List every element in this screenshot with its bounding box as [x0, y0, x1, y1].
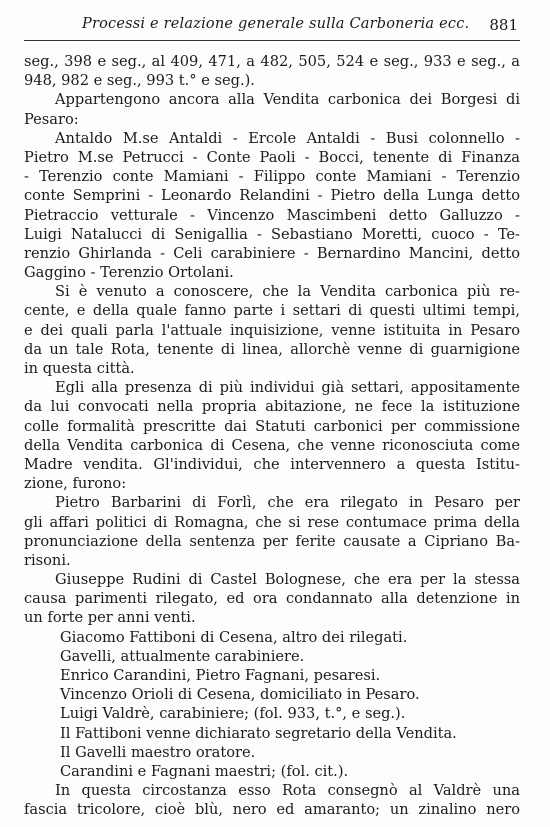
- text-line: In questa circostanza esso Rota consegnò al Valdrè una: [55, 782, 520, 800]
- header-title: Processi e relazione generale sulla Carboneria ecc.: [82, 16, 470, 32]
- text-line: risoni.: [24, 551, 71, 569]
- text-line: Madre vendita. Gl'individui, che intervennero a questa Istitu-: [24, 455, 520, 473]
- text-line: Pesaro:: [24, 110, 79, 128]
- text-line: da un tale Rota, tenente di linea, allorchè venne di guarnigione: [24, 340, 520, 358]
- text-line: conte Semprini - Leonardo Relandini - Pietro della Lunga detto: [24, 187, 520, 205]
- page-number: 881: [489, 16, 518, 34]
- text-line: 948, 982 e seg., 993 t.° e seg.).: [24, 72, 255, 90]
- text-line: Carandini e Fagnani maestri; (fol. cit.).: [60, 762, 349, 780]
- text-line: renzio Ghirlanda - Celi carabiniere - Bernardino Mancini, detto: [24, 244, 520, 262]
- text-line: seg., 398 e seg., al 409, 471, a 482, 505, 524 e seg., 933 e seg., a: [24, 53, 520, 70]
- text-line: un forte per anni venti.: [24, 609, 196, 627]
- text-line: zione, furono:: [24, 475, 127, 493]
- text-line: Giacomo Fattiboni di Cesena, altro dei rilegati.: [60, 628, 408, 646]
- text-line: causa parimenti rilegato, ed ora condannato alla detenzione in: [24, 590, 520, 608]
- text-line: Il Fattiboni venne dichiarato segretario della Vendita.: [60, 724, 457, 742]
- text-line: Si è venuto a conoscere, che la Vendita carbonica più re-: [55, 283, 520, 301]
- text-line: Pietro Barbarini di Forlì, che era rilegato in Pesaro per: [55, 494, 520, 512]
- text-line: e dei quali parla l'attuale inquisizione, venne istituita in Pesaro: [24, 321, 520, 339]
- text-line: fascia tricolore, cioè blù, nero ed amaranto; un zinalino nero: [24, 801, 520, 819]
- text-line: Giuseppe Rudini di Castel Bolognese, che era per la stessa: [55, 571, 520, 589]
- text-line: pronunciazione della sentenza per ferite causate a Cipriano Ba-: [24, 532, 520, 550]
- text-line: Gaggino - Terenzio Ortolani.: [24, 264, 234, 282]
- text-line: Pietro M.se Petrucci - Conte Paoli - Bocci, tenente di Finanza: [24, 148, 520, 166]
- text-line: Egli alla presenza di più individui già settari, appositamente: [55, 379, 520, 397]
- text-line: Il Gavelli maestro oratore.: [60, 743, 256, 761]
- text-line: Appartengono ancora alla Vendita carbonica dei Borgesi di: [55, 91, 520, 109]
- text-line: della Vendita carbonica di Cesena, che venne riconosciuta come: [24, 436, 520, 454]
- body-text: [24, 52, 520, 820]
- text-line: da lui convocati nella propria abitazione, ne fece la istituzione: [24, 398, 520, 416]
- text-line: Antaldo M.se Antaldi - Ercole Antaldi - Busi colonnello -: [55, 129, 520, 147]
- text-line: Luigi Natalucci di Senigallia - Sebastiano Moretti, cuoco - Te-: [24, 225, 520, 243]
- text-line: Enrico Carandini, Pietro Fagnani, pesaresi.: [60, 667, 381, 684]
- text-line: Pietraccio vetturale - Vincenzo Mascimbeni detto Galluzzo -: [24, 206, 520, 224]
- text-line: Vincenzo Orioli di Cesena, domiciliato in Pesaro.: [60, 686, 420, 704]
- text-line: - Terenzio conte Mamiani - Filippo conte Mamiani - Terenzio: [24, 168, 520, 186]
- text-line: gli affari politici di Romagna, che si rese contumace prima della: [24, 513, 520, 531]
- text-line: in questa città.: [24, 360, 135, 377]
- text-line: cente, e della quale fanno parte i settari di questi ultimi tempi,: [24, 302, 520, 320]
- running-header: [24, 10, 520, 41]
- text-line: Luigi Valdrè, carabiniere; (fol. 933, t.°, e seg.).: [60, 705, 406, 723]
- text-line: Gavelli, attualmente carabiniere.: [60, 647, 305, 665]
- text-line: colle formalità prescritte dai Statuti carbonici per commissione: [24, 417, 520, 435]
